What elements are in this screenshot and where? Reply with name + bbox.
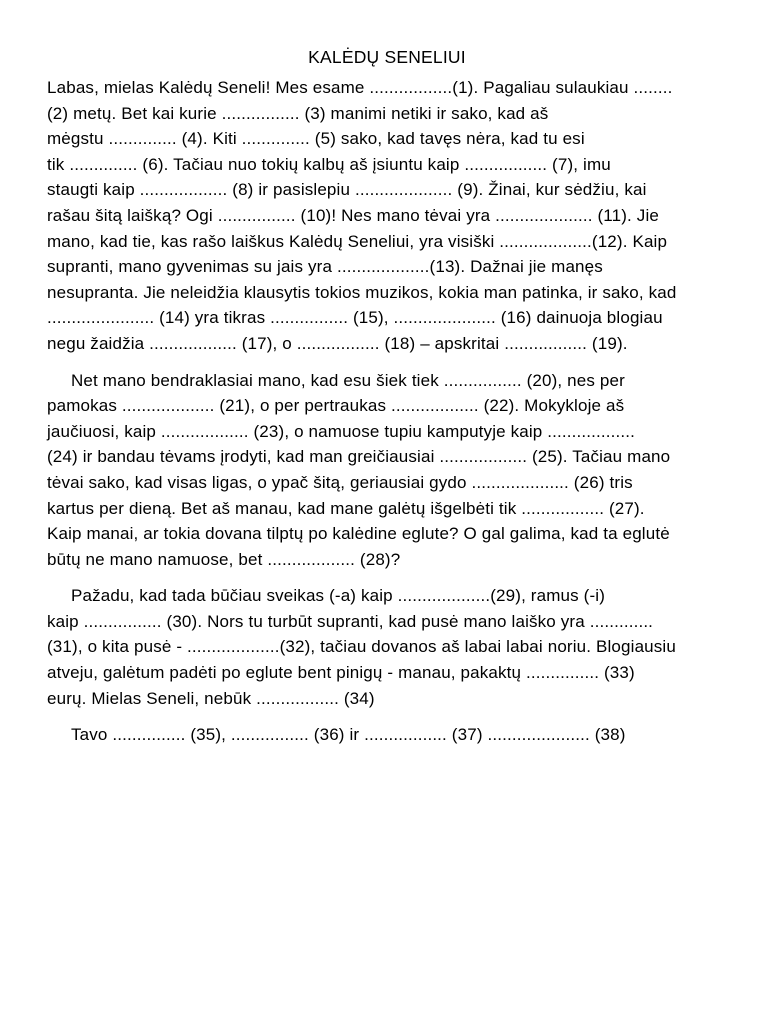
text-line: (24) ir bandau tėvams įrodyti, kad man greičiausiai .................. (25). Tačiau mano	[47, 447, 671, 467]
text-line: ...................... (14) yra tikras ................ (15), ..................... (16) dainuoja blogiau	[47, 308, 663, 328]
text-line: būtų ne mano namuose, bet .................. (28)?	[47, 549, 401, 569]
text-line: tik .............. (6). Tačiau nuo tokių kalbų aš įsiuntu kaip ................. (7), imu	[47, 154, 611, 174]
text-line: mano, kad tie, kas rašo laiškus Kalėdų Seneliui, yra visiški ...................(12). Kaip	[47, 231, 668, 251]
text-line: rašau šitą laišką? Ogi ................ (10)! Nes mano tėvai yra .................... (11). Jie	[47, 205, 659, 225]
text-line: Net mano bendraklasiai mano, kad esu šiek tiek ................ (20), nes per	[71, 370, 625, 390]
text-line: Kaip manai, ar tokia dovana tilptų po kalėdine eglute? O gal galima, kad ta eglutė	[47, 524, 670, 544]
paragraph-4	[47, 722, 727, 748]
signature-line: Tavo ............... (35), ................ (36) ir ................. (37) ..................... (38)	[71, 725, 626, 745]
paragraph-1	[47, 75, 727, 357]
text-line: kartus per dieną. Bet aš manau, kad mane galėtų išgelbėti tik ................. (27).	[47, 498, 645, 518]
text-line: negu žaidžia .................. (17), o ................. (18) – apskritai ................. (19).	[47, 333, 628, 353]
document-title: KALĖDŲ SENELIUI	[308, 47, 466, 67]
text-line: Labas, mielas Kalėdų Seneli! Mes esame .................(1). Pagaliau sulaukiau ........	[47, 78, 673, 97]
text-line: supranti, mano gyvenimas su jais yra ...................(13). Dažnai jie manęs	[47, 257, 603, 277]
text-line: kaip ................ (30). Nors tu turbūt supranti, kad pusė mano laiško yra .............	[47, 611, 654, 631]
text-line: pamokas ................... (21), o per pertraukas .................. (22). Mokykloje aš	[47, 396, 625, 416]
paragraph-2	[47, 368, 727, 573]
text-line: nesupranta. Jie neleidžia klausytis tokios muzikos, kokia man patinka, ir sako, kad	[47, 282, 677, 302]
text-line: staugti kaip .................. (8) ir pasislepiu .................... (9). Žinai, kur sėdžiu, kai	[47, 180, 647, 200]
text-line: atveju, galėtum padėti po eglute bent pinigų - manau, pakaktų ............... (33)	[47, 663, 635, 683]
text-line: jaučiuosi, kaip .................. (23), o namuose tupiu kamputyje kaip ..................	[47, 421, 635, 441]
text-line: tėvai sako, kad visas ligas, o ypač šitą, geriausiai gydo .................... (26) tris	[47, 472, 633, 492]
text-line: eurų. Mielas Seneli, nebūk ................. (34)	[47, 688, 375, 708]
document-page	[47, 44, 727, 759]
text-line: mėgstu .............. (4). Kiti .............. (5) sako, kad tavęs nėra, kad tu esi	[47, 129, 585, 149]
text-line: (2) metų. Bet kai kurie ................ (3) manimi netiki ir sako, kad aš	[47, 103, 549, 123]
paragraph-3	[47, 583, 727, 711]
text-line: Pažadu, kad tada būčiau sveikas (-a) kaip ...................(29), ramus (-i)	[71, 586, 606, 606]
text-line: (31), o kita pusė - ...................(32), tačiau dovanos aš labai labai noriu. Blogiausiu	[47, 637, 676, 657]
